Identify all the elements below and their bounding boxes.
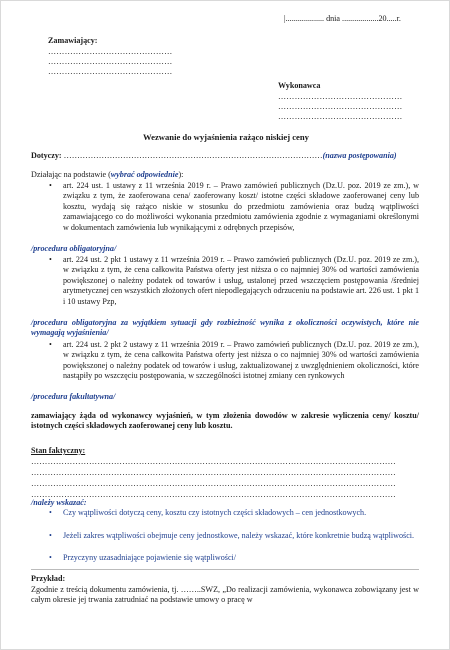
indicate-text-3: Przyczyny uzasadniające pojawienie się wątpliwości/	[63, 553, 237, 562]
concerns-dots: ……………………………………………………………………………………	[63, 151, 323, 160]
document-title: Wezwanie do wyjaśnienia rażąco niskiej ceny	[143, 132, 309, 142]
legal-basis-item-1	[49, 181, 419, 233]
bullet-icon: •	[49, 553, 52, 562]
legal-basis-item-3	[49, 340, 419, 382]
bullet-icon: •	[49, 340, 52, 349]
orderer-line-3: ………………………………………	[48, 67, 173, 76]
demand-paragraph: zamawiający żąda od wykonawcy wyjaśnień, w tym złożenia dowodów w zakresie wyliczenia ceny/ kosztu/ istotnych części składowych zaoferowanej ceny lub kosztu.	[31, 411, 419, 431]
facts-label: Stan faktyczny:	[31, 446, 86, 455]
indicate-item-2	[49, 531, 419, 541]
bullet-icon: •	[49, 181, 52, 190]
indicate-item-1	[49, 508, 419, 518]
legal-basis-item-2	[49, 255, 419, 307]
section-divider	[31, 569, 419, 570]
contractor-line-2: ………………………………………	[278, 102, 403, 111]
concerns-label: Dotyczy:	[31, 151, 62, 160]
procedure-label-2: /procedura obligatoryjna za wyjątkiem sytuacji gdy rozbieżność wynika z okoliczności oczywistych, które nie wymagają wyjaśnienia/	[31, 318, 419, 338]
contractor-line-1: ………………………………………	[278, 92, 403, 101]
basis-line	[31, 170, 183, 180]
procedure-label-1: /procedura obligatoryjna/	[31, 244, 117, 253]
basis-prefix: Działając na podstawie (	[31, 170, 111, 179]
bullet-icon: •	[49, 508, 52, 517]
legal-basis-text-1: art. 224 ust. 1 ustawy z 11 września 2019 r. – Prawo zamówień publicznych (Dz.U. poz. 2019 ze zm.), w związku z tym, że zaoferowana cena/ zaoferowany koszt/ istotne części składowe zaoferowanej ceny lub kosztu, wydają się rażąco niskie w stosunku do przedmiotu zamówienia oraz budzą wątpliwości zamawiającego co do możliwości wykonania przedmiotu zamówienia zgodnie z wymaganiami określonymi w dokumentach zamówienia lub wynikającymi z odrębnych przepisów,	[63, 181, 419, 232]
procedure-label-3: /procedura fakultatywna/	[31, 392, 116, 401]
contractor-line-3: ………………………………………	[278, 112, 403, 121]
indicate-text-1: Czy wątpliwości dotyczą ceny, kosztu czy istotnych części składowych – cen jednostkowych.	[63, 508, 367, 517]
orderer-line-2: ………………………………………	[48, 57, 173, 66]
example-text: Zgodnie z treścią dokumentu zamówienia, tj. ……..SWZ, „Do realizacji zamówienia, wykonawca zobowiązany jest w całym okresie jej trwania zatrudniać na podstawie umowy o pracę w	[31, 585, 419, 605]
facts-line-4: ……………………………………………………………………………………………………………………	[31, 490, 396, 499]
orderer-label: Zamawiający:	[48, 36, 98, 45]
concerns-line	[31, 151, 397, 161]
legal-basis-text-2: art. 224 ust. 2 pkt 1 ustawy z 11 września 2019 r. – Prawo zamówień publicznych (Dz.U. poz. 2019 ze zm.), w związku z tym, że cena całkowita Państwa oferty jest niższa o co najmniej 30% od wartości zamówienia powiększonej o należny podatek od towarów i usług, ustalonej przed wszczęciem postępowania /średniej arytmetycznej cen wszystkich złożonych ofert niepodlegających odrzuceniu na podstawie art. 226 ust. 1 pkt 1 i 10 ustawy Pzp,	[63, 255, 419, 306]
bullet-icon: •	[49, 255, 52, 264]
date-line: |................... dnia ..................20.....r.	[284, 14, 401, 23]
indicate-text-2: Jeżeli zakres wątpliwości obejmuje ceny jednostkowe, należy wskazać, które konkretnie budzą wątpliwości.	[63, 531, 415, 540]
procedure-name-hint: (nazwa postępowania)	[322, 151, 397, 160]
indicate-label: /należy wskazać:	[31, 498, 87, 507]
orderer-line-1: ………………………………………	[48, 47, 173, 56]
basis-suffix: ):	[178, 170, 184, 179]
choose-hint: wybrać odpowiednie	[110, 170, 179, 179]
facts-line-3: ……………………………………………………………………………………………………………………	[31, 479, 396, 488]
contractor-label: Wykonawca	[278, 81, 321, 90]
facts-line-1: ……………………………………………………………………………………………………………………	[31, 457, 396, 466]
legal-basis-text-3: art. 224 ust. 2 pkt 2 ustawy z 11 września 2019 r. – Prawo zamówień publicznych (Dz.U. poz. 2019 ze zm.), w związku z tym, że cena całkowita Państwa oferty jest niższa o co najmniej 30% od wartości zamówienia powiększonej o należny podatek od towarów i usług, zaktualizowanej z uwzględnieniem okoliczności, które nastąpiły po wszczęciu postępowania, w szczególności istotnej zmiany cen rynkowych	[63, 340, 419, 381]
facts-line-2: ……………………………………………………………………………………………………………………	[31, 468, 396, 477]
indicate-item-3	[49, 553, 419, 563]
example-label: Przykład:	[31, 574, 66, 583]
bullet-icon: •	[49, 531, 52, 540]
